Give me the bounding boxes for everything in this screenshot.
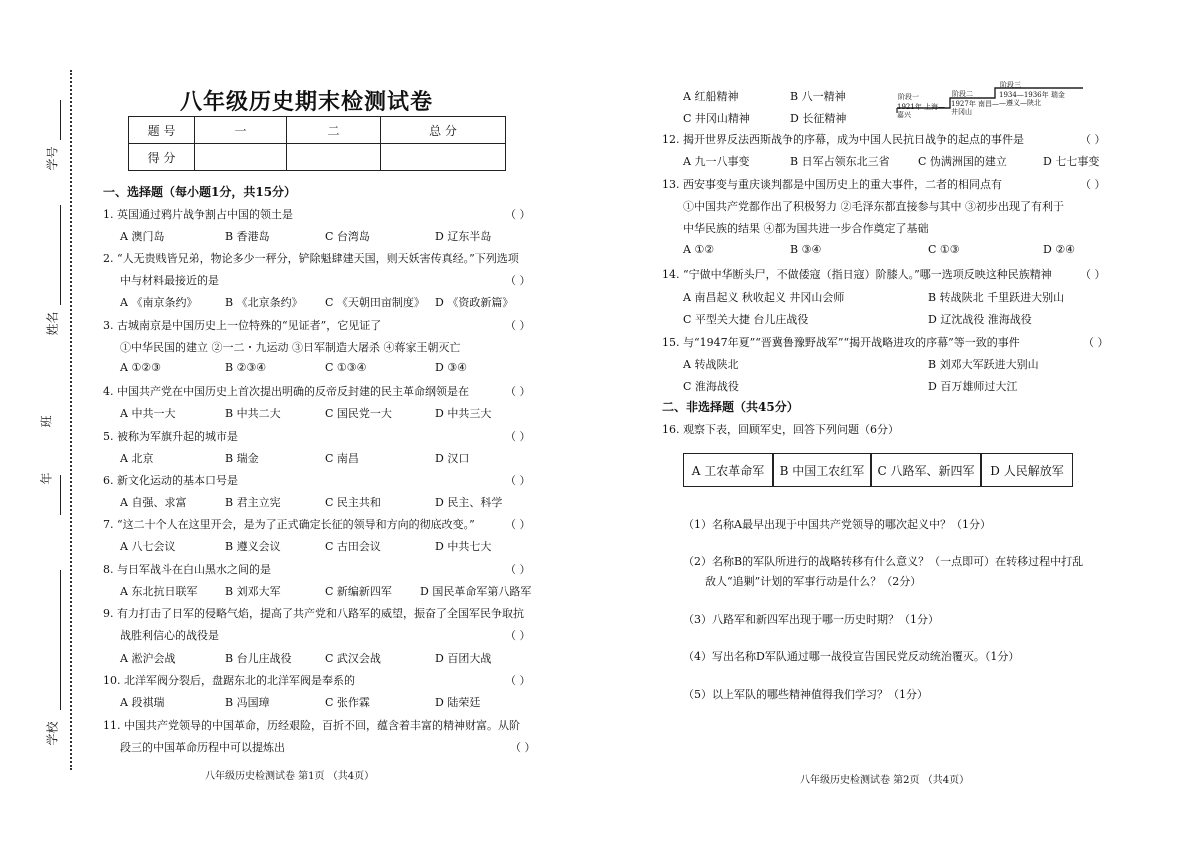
sub-question: （5）以上军队的哪些精神值得我们学习？（1分） <box>683 688 928 701</box>
option[interactable]: C 国民党一大 <box>325 407 392 420</box>
option[interactable]: D 中共七大 <box>435 540 492 553</box>
answer-paren[interactable]: （ ） <box>505 274 531 287</box>
page-title: 八年级历史期末检测试卷 <box>180 89 434 115</box>
option[interactable]: C 平型关大捷 台儿庄战役 <box>683 313 809 326</box>
section1-heading: 一、选择题（每小题1分，共15分） <box>103 185 297 199</box>
option[interactable]: D 陆荣廷 <box>435 696 481 709</box>
footer-right: 八年级历史检测试卷 第2页 （共4页） <box>800 775 970 786</box>
option[interactable]: B 《北京条约》 <box>225 296 303 309</box>
score-row-label: 得 分 <box>129 144 195 171</box>
option[interactable]: B 转战陕北 千里跃进大别山 <box>928 291 1065 304</box>
timeline-stage3-sub: 1934—1936年 瑞金—遵义—陕北 <box>999 91 1065 107</box>
option[interactable]: B 遵义会议 <box>225 540 281 553</box>
student-id-label: 学号 <box>45 146 60 171</box>
option[interactable]: C 民主共和 <box>325 496 381 509</box>
timeline-stage3: 阶段三 <box>1000 81 1021 89</box>
question-stem: 11. 中国共产党领导的中国革命，历经艰险，百折不回，蕴含着丰富的精神财富。从阶 <box>103 719 520 732</box>
question-stem: 14. “宁做中华断头尸，不做倭寇（指日寇）阶膝人。”哪一选项反映这种民族精神 <box>662 268 1052 281</box>
option[interactable]: D 七七事变 <box>1043 155 1100 168</box>
option[interactable]: A 转战陕北 <box>683 358 739 371</box>
option[interactable]: D 《资政新篇》 <box>435 296 514 309</box>
option[interactable]: C 井冈山精神 <box>683 112 750 125</box>
answer-paren[interactable]: （ ） <box>505 518 531 531</box>
footer-left: 八年级历史检测试卷 第1页 （共4页） <box>205 771 375 782</box>
option[interactable]: C 南昌 <box>325 452 359 465</box>
option[interactable]: B 香港岛 <box>225 230 270 243</box>
sub-question: （1）名称A最早出现于中国共产党领导的哪次起义中？（1分） <box>683 518 991 531</box>
answer-paren[interactable]: （ ） <box>505 474 531 487</box>
question-stem: 7. “这二十个人在这里开会，是为了正式确定长征的领导和方向的彻底改变。” <box>103 518 475 531</box>
answer-paren[interactable]: （ ） <box>510 741 536 754</box>
option[interactable]: D ②④ <box>1043 243 1076 256</box>
question-stem-cont: 中华民族的结果 ④都为国共进一步合作奠定了基础 <box>683 222 929 235</box>
options-line: ①中华民国的建立 ②一二・九运动 ③日军制造大屠杀 ④蒋家王朝灭亡 <box>120 341 461 354</box>
question-stem: 12. 揭开世界反法西斯战争的序幕，成为中国人民抗日战争的起点的事件是 <box>662 133 1024 146</box>
option[interactable]: D 百团大战 <box>435 652 492 665</box>
sub-question-cont: 敌人“追剿”计划的军事行动是什么？（2分） <box>705 575 922 588</box>
option[interactable]: A 北京 <box>120 452 154 465</box>
section2-heading: 二、非选择题（共45分） <box>662 400 799 414</box>
option[interactable]: B 冯国璋 <box>225 696 270 709</box>
option[interactable]: A 澳门岛 <box>120 230 165 243</box>
score-table <box>128 116 506 171</box>
question-stem: 6. 新文化运动的基本口号是 <box>103 474 238 487</box>
question-stem: 15. 与“1947年夏”“晋冀鲁豫野战军”“揭开战略进攻的序幕”等一致的事件 <box>662 336 1020 349</box>
option[interactable]: A 南昌起义 秋收起义 井冈山会师 <box>683 291 845 304</box>
option[interactable]: C 《天朝田亩制度》 <box>325 296 425 309</box>
option[interactable]: A ①②③ <box>120 361 162 374</box>
answer-paren[interactable]: （ ） <box>505 385 531 398</box>
option[interactable]: B 中共二大 <box>225 407 281 420</box>
score-header-cell: 总 分 <box>381 117 506 144</box>
option[interactable]: B 君主立宪 <box>225 496 281 509</box>
question-stem: 10. 北洋军阀分裂后，盘踞东北的北洋军阀是奉系的 <box>103 674 355 687</box>
score-input-cell[interactable] <box>195 144 287 171</box>
option[interactable]: A 《南京条约》 <box>120 296 198 309</box>
option[interactable]: C 淮海战役 <box>683 380 739 393</box>
sub-question: （4）写出名称D军队通过哪一战役宣告国民党反动统治覆灭。（1分） <box>683 650 1020 663</box>
name-blank[interactable] <box>60 205 61 305</box>
option[interactable]: D 国民革命军第八路军 <box>420 585 532 598</box>
option[interactable]: D 民主、科学 <box>435 496 503 509</box>
option[interactable]: D 辽沈战役 淮海战役 <box>928 313 1032 326</box>
answer-paren[interactable]: （ ） <box>1080 268 1106 281</box>
score-input-cell[interactable] <box>381 144 506 171</box>
option[interactable]: B 刘邓大军跃进大别山 <box>928 358 1039 371</box>
class-label: 班 <box>39 415 54 428</box>
timeline-stage2-sub: 1927年 南昌—井冈山 <box>951 100 1000 116</box>
question-stem: 13. 西安事变与重庆谈判都是中国历史上的重大事件，二者的相同点有 <box>662 178 1002 191</box>
option[interactable]: A 自强、求富 <box>120 496 187 509</box>
score-header-cell: 一 <box>195 117 287 144</box>
option[interactable]: A ①② <box>683 243 715 256</box>
question-stem: 4. 中国共产党在中国历史上首次提出明确的反帝反封建的民主革命纲领是在 <box>103 385 469 398</box>
option[interactable]: A 八七会议 <box>120 540 176 553</box>
name-label: 姓名 <box>45 311 60 336</box>
timeline-stage1: 阶段一 <box>898 93 919 101</box>
timeline-stage2: 阶段二 <box>952 90 973 98</box>
answer-paren[interactable]: （ ） <box>1083 336 1109 349</box>
option[interactable]: A 红船精神 <box>683 90 739 103</box>
option[interactable]: B 八一精神 <box>790 90 846 103</box>
question-stem-cont: 段三的中国革命历程中可以提炼出 <box>120 741 285 754</box>
score-header-cell: 题 号 <box>129 117 195 144</box>
question-stem: 1. 英国通过鸦片战争割占中国的领土是 <box>103 208 293 221</box>
question-stem: 9. 有力打击了日军的侵略气焰，提高了共产党和八路军的威望，振奋了全国军民争取抗 <box>103 607 524 620</box>
army-table <box>683 453 1073 487</box>
answer-paren[interactable]: （ ） <box>505 319 531 332</box>
answer-paren[interactable]: （ ） <box>505 563 531 576</box>
answer-paren[interactable]: （ ） <box>505 208 531 221</box>
option[interactable]: D ③④ <box>435 361 468 374</box>
option[interactable]: C ①③④ <box>325 361 367 374</box>
question-stem-cont: ①中国共产党都作出了积极努力 ②毛泽东都直接参与其中 ③初步出现了有利于 <box>683 200 1064 213</box>
option[interactable]: C 古田会议 <box>325 540 381 553</box>
answer-paren[interactable]: （ ） <box>1080 178 1106 191</box>
answer-paren[interactable]: （ ） <box>505 674 531 687</box>
student-id-blank[interactable] <box>60 100 61 140</box>
option[interactable]: D 辽东半岛 <box>435 230 492 243</box>
school-label: 学校 <box>45 721 60 746</box>
option[interactable]: B 瑞金 <box>225 452 259 465</box>
option[interactable]: B ③④ <box>790 243 822 256</box>
option[interactable]: A 东北抗日联军 <box>120 585 198 598</box>
question-stem-cont: 战胜利信心的战役是 <box>120 629 219 642</box>
sub-question: （2）名称B的军队所进行的战略转移有什么意义？（一点即可）在转移过程中打乱 <box>683 555 1084 568</box>
binding-dotted-line <box>70 70 72 770</box>
option[interactable]: A 淞沪会战 <box>120 652 176 665</box>
score-header-cell: 二 <box>287 117 381 144</box>
option[interactable]: B ②③④ <box>225 361 267 374</box>
army-cell: B 中国工农红军 <box>773 453 871 487</box>
option[interactable]: C 武汉会战 <box>325 652 381 665</box>
option[interactable]: C 张作霖 <box>325 696 370 709</box>
grade-label: 年 <box>39 472 54 485</box>
option[interactable]: D 百万雄师过大江 <box>928 380 1018 393</box>
class-blank[interactable] <box>60 475 61 515</box>
option[interactable]: C 新编新四军 <box>325 585 392 598</box>
option[interactable]: C 台湾岛 <box>325 230 370 243</box>
option[interactable]: A 中共一大 <box>120 407 176 420</box>
timeline-stage1-sub: 1921年 上海—嘉兴 <box>897 103 946 119</box>
question-stem: 5. 被称为军旗升起的城市是 <box>103 430 238 443</box>
option[interactable]: D 汉口 <box>435 452 470 465</box>
sub-question: （3）八路军和新四军出现于哪一历史时期？（1分） <box>683 613 939 626</box>
army-cell: A 工农革命军 <box>683 453 773 487</box>
army-cell: D 人民解放军 <box>981 453 1073 487</box>
question-stem: 3. 古城南京是中国历史上一位特殊的“见证者”，它见证了 <box>103 319 382 332</box>
score-input-cell[interactable] <box>287 144 381 171</box>
answer-paren[interactable]: （ ） <box>505 430 531 443</box>
option[interactable]: A 段祺瑞 <box>120 696 165 709</box>
question-stem: 8. 与日军战斗在白山黑水之间的是 <box>103 563 271 576</box>
option[interactable]: A 九一八事变 <box>683 155 750 168</box>
army-cell: C 八路军、新四军 <box>871 453 981 487</box>
option[interactable]: B 日军占领东北三省 <box>790 155 890 168</box>
school-blank[interactable] <box>60 570 61 710</box>
question-stem: 2. “人无贵贱皆兄弟，物论多少一秤分，铲除魁肆建天国，则天妖害传真经。”下列选项 <box>103 252 519 265</box>
option[interactable]: D 中共三大 <box>435 407 492 420</box>
option[interactable]: D 长征精神 <box>790 112 847 125</box>
answer-paren[interactable]: （ ） <box>505 629 531 642</box>
option[interactable]: C 伪满洲国的建立 <box>918 155 1007 168</box>
option[interactable]: B 刘邓大军 <box>225 585 281 598</box>
question-stem-cont: 中与材料最接近的是 <box>120 274 219 287</box>
option[interactable]: B 台儿庄战役 <box>225 652 292 665</box>
q16-stem: 16. 观察下表，回顾军史，回答下列问题（6分） <box>662 423 899 436</box>
answer-paren[interactable]: （ ） <box>1080 133 1106 146</box>
option[interactable]: C ①③ <box>928 243 960 256</box>
